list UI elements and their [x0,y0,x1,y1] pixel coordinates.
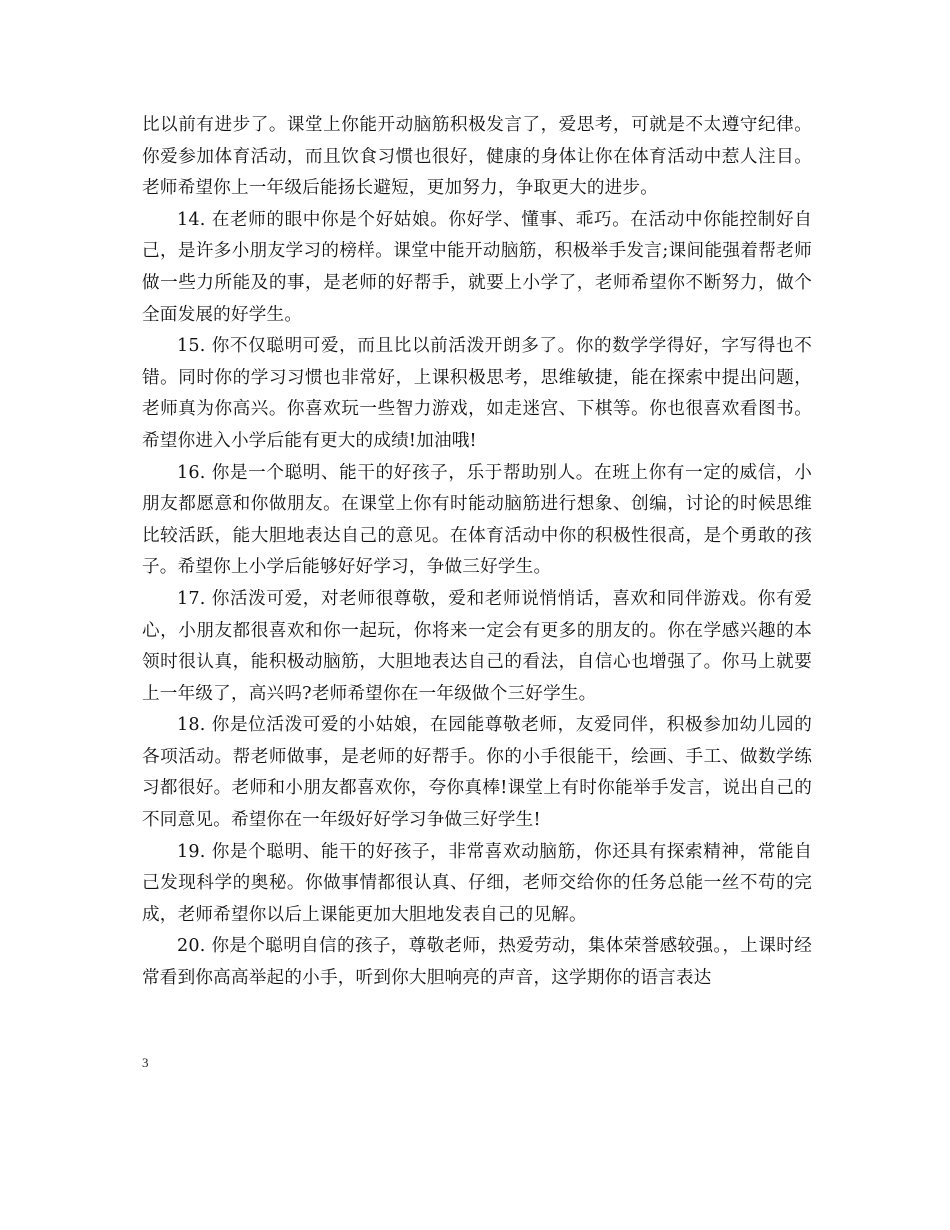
paragraph-16: 16. 你是一个聪明、能干的好孩子，乐于帮助别人。在班上你有一定的威信，小朋友都愿意和你做朋友。在课堂上你有时能动脑筋进行想象、创编，讨论的时候思维比较活跃，能大胆地表达自己的意见。在体育活动中你的积极性很高，是个勇敢的孩子。希望你上小学后能够好好学习，争做三好学生。 [142,462,812,578]
paragraph-15: 15. 你不仅聪明可爱，而且比以前活泼开朗多了。你的数学学得好，字写得也不错。同时你的学习习惯也非常好，上课积极思考，思维敏捷，能在探索中提出问题，老师真为你高兴。你喜欢玩一些智力游戏，如走迷宫、下棋等。你也很喜欢看图书。希望你进入小学后能有更大的成绩!加油哦! [142,336,812,451]
paragraph-20: 20. 你是个聪明自信的孩子，尊敬老师，热爱劳动，集体荣誉感较强。，上课时经常看到你高高举起的小手，听到你大胆响亮的声音，这学期你的语言表达 [142,936,812,989]
paragraph-14: 14. 在老师的眼中你是个好姑娘。你好学、懂事、乖巧。在活动中你能控制好自己，是许多小朋友学习的榜样。课堂中能开动脑筋，积极举手发言;课间能强着帮老师做一些力所能及的事，是老师的好帮手，就要上小学了，老师希望你不断努力，做个全面发展的好学生。 [142,209,812,325]
paragraph-19: 19. 你是个聪明、能干的好孩子，非常喜欢动脑筋，你还具有探索精神，常能自己发现科学的奥秘。你做事情都很认真、仔细，老师交给你的任务总能一丝不苟的完成，老师希望你以后上课能更加大胆地发表自己的见解。 [142,841,812,925]
page-number: 3 [142,1055,149,1070]
document-body [142,110,812,995]
paragraph-17: 17. 你活泼可爱，对老师很尊敬，爱和老师说悄悄话，喜欢和同伴游戏。你有爱心，小朋友都很喜欢和你一起玩，你将来一定会有更多的朋友的。你在学感兴趣的本领时很认真，能积极动脑筋，大胆地表达自己的看法，自信心也增强了。你马上就要上一年级了，高兴吗?老师希望你在一年级做个三好学生。 [142,588,812,704]
paragraph-continuation: 比以前有进步了。课堂上你能开动脑筋积极发言了，爱思考，可就是不太遵守纪律。你爱参加体育活动，而且饮食习惯也很好，健康的身体让你在体育活动中惹人注目。老师希望你上一年级后能扬长避短，更加努力，争取更大的进步。 [142,115,812,199]
paragraph-18: 18. 你是位活泼可爱的小姑娘，在园能尊敬老师，友爱同伴，积极参加幼儿园的各项活动。帮老师做事，是老师的好帮手。你的小手很能干，绘画、手工、做数学练习都很好。老师和小朋友都喜欢你，夸你真棒!课堂上有时你能举手发言，说出自己的不同意见。希望你在一年级好好学习争做三好学生! [142,715,812,831]
